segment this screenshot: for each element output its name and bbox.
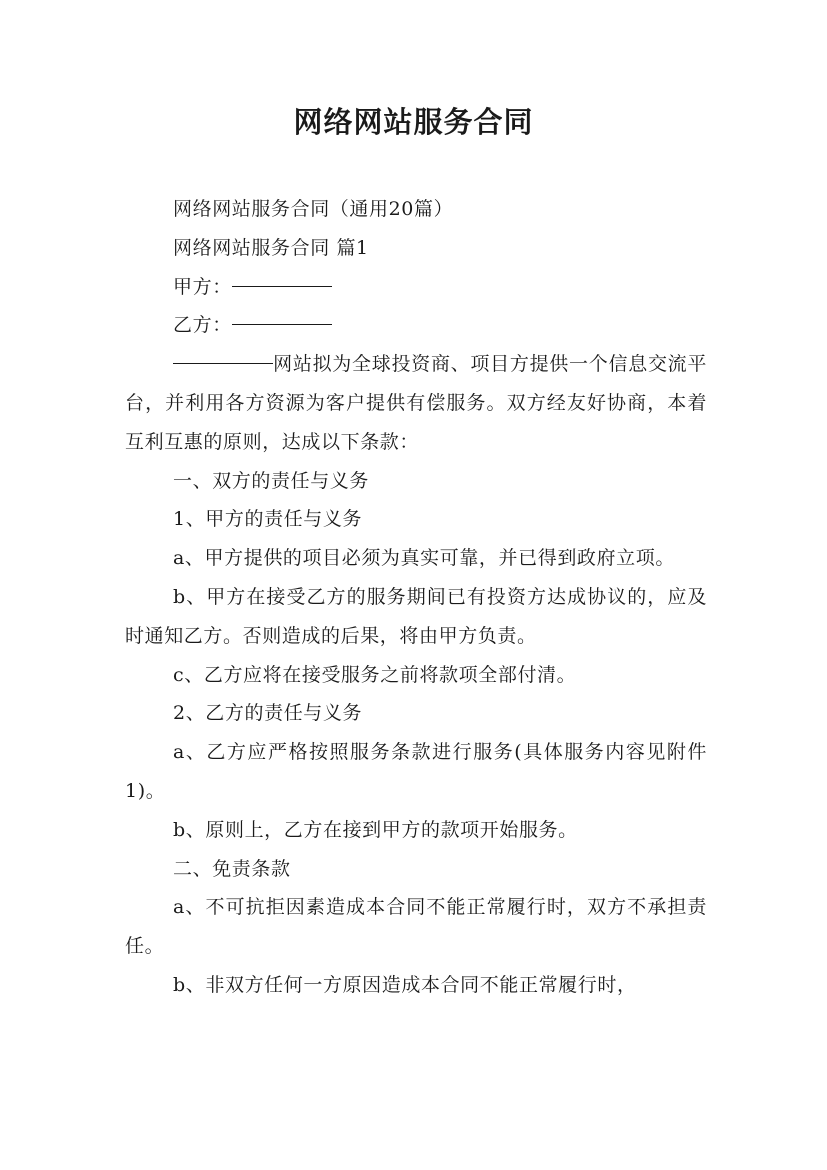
section-2-a: a、不可抗拒因素造成本合同不能正常履行时，双方不承担责任。 [125,896,707,958]
section-1-1-c: c、乙方应将在接受服务之前将款项全部付清。 [173,663,577,686]
section-1-2-b: b、原则上，乙方在接到甲方的款项开始服务。 [173,818,578,841]
article-heading: 网络网站服务合同 篇1 [173,236,369,259]
intro-paragraph [125,345,707,461]
section-1-2-heading: 2、乙方的责任与义务 [173,702,363,725]
section-1-2-a: a、乙方应严格按照服务条款进行服务(具体服务内容见附件1)。 [125,741,707,802]
party-a-blank [232,267,332,287]
website-name-blank [173,344,273,364]
section-1-heading: 一、双方的责任与义务 [173,469,370,492]
section-2-heading: 二、免责条款 [173,857,291,880]
section-1-1-heading: 1、甲方的责任与义务 [173,508,363,531]
party-a-line [125,268,707,307]
section-1-1-a: a、甲方提供的项目必须为真实可靠，并已得到政府立项。 [173,547,675,570]
intro-text: 网站拟为全球投资商、项目方提供一个信息交流平台，并利用各方资源为客户提供有偿服务。双方经友好协商，本着互利互惠的原则，达成以下条款： [125,353,707,453]
document-subtitle: 网络网站服务合同（通用20篇） [173,198,454,220]
party-b-blank [232,305,332,325]
document-body [125,190,707,1005]
section-2-b: b、非双方任何一方原因造成本合同不能正常履行时， [173,973,637,996]
party-b-label: 乙方： [173,314,232,337]
party-b-line [125,306,707,345]
document-title: 网络网站服务合同 [293,105,534,139]
section-1-1-b: b、甲方在接受乙方的服务期间已有投资方达成协议的，应及时通知乙方。否则造成的后果，将由甲方负责。 [125,585,707,647]
party-a-label: 甲方： [173,275,232,298]
